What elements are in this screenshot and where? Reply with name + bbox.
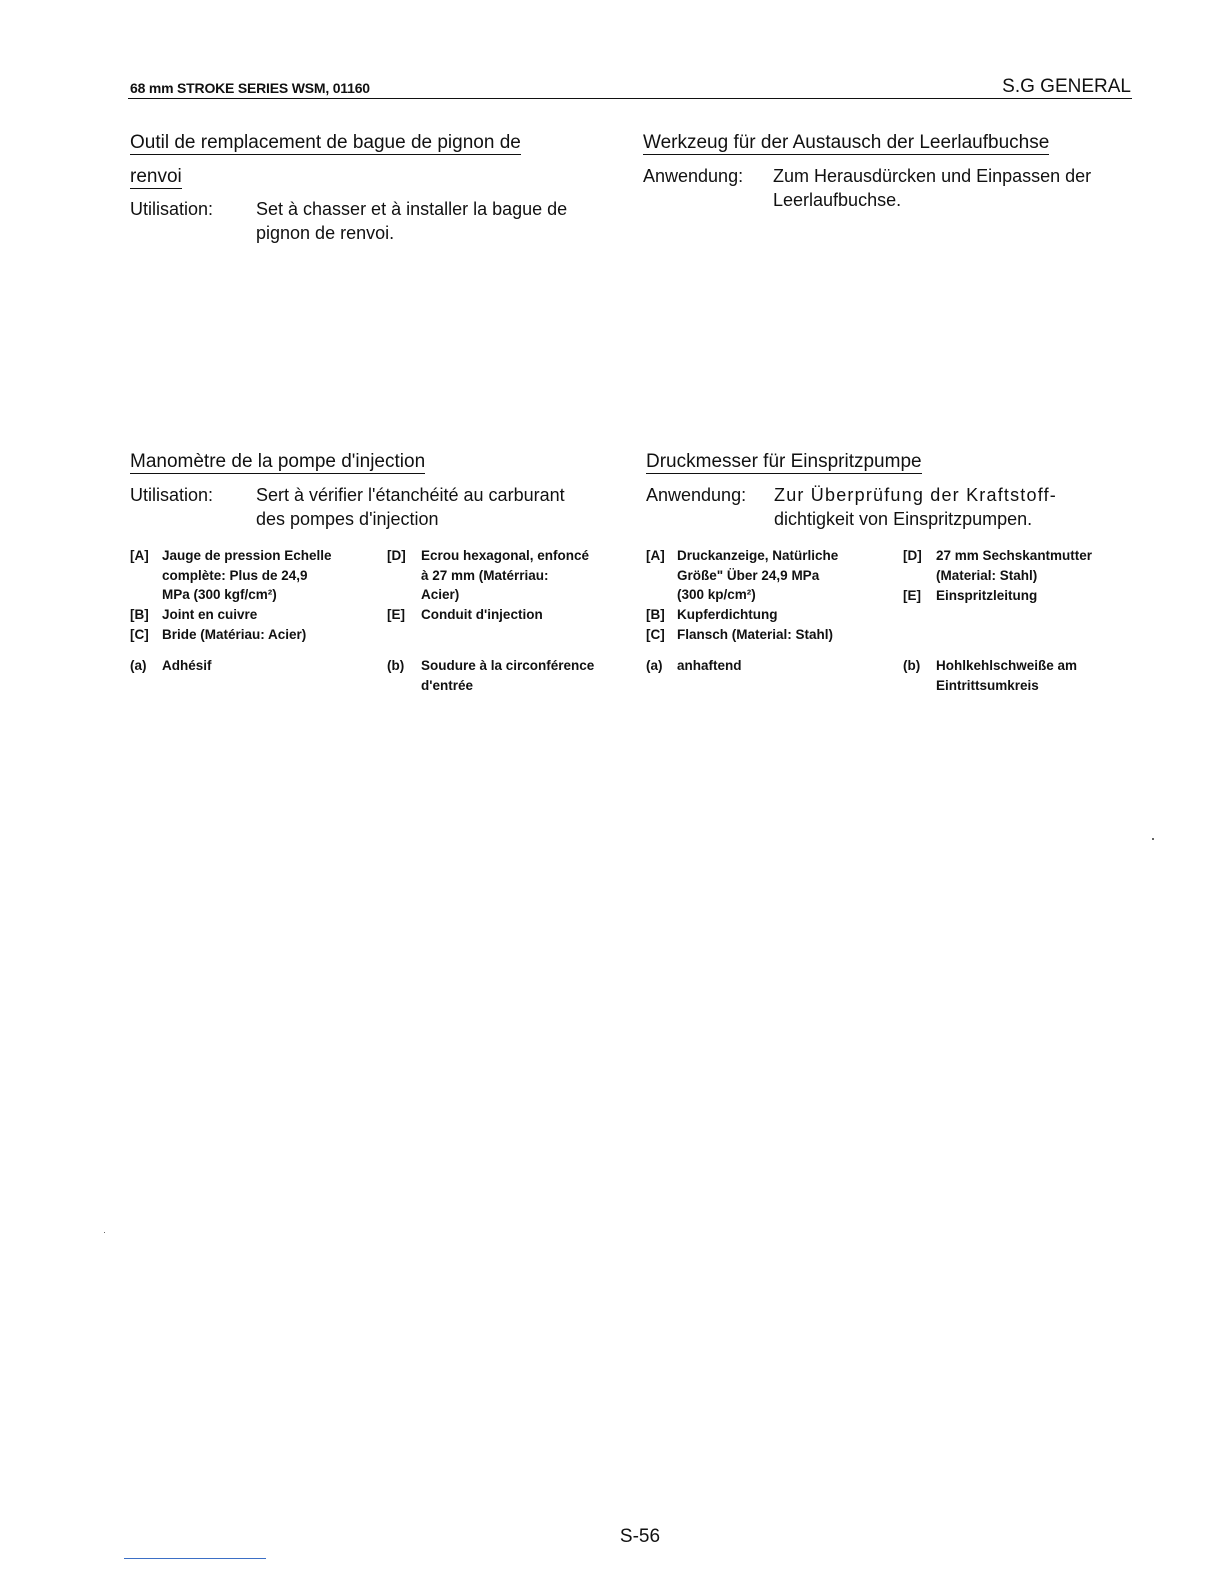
legend-text: complète: Plus de 24,9 bbox=[162, 567, 308, 583]
legend-text: Joint en cuivre bbox=[162, 607, 258, 622]
legend-key: [C] bbox=[646, 627, 665, 642]
legend-text: à 27 mm (Matérriau: bbox=[421, 567, 549, 583]
legend-key: (b) bbox=[903, 658, 921, 673]
legend-text: (Material: Stahl) bbox=[936, 567, 1038, 583]
section2-fr-title: Manomètre de la pompe d'injection bbox=[130, 451, 426, 472]
legend-key: [C] bbox=[130, 627, 149, 642]
usage-text-line1: Sert à vérifier l'étanchéité au carburant bbox=[256, 485, 565, 505]
section2-fr-usage bbox=[130, 483, 630, 533]
legend-text: d'entrée bbox=[421, 677, 473, 693]
footer-divider bbox=[124, 1558, 266, 1559]
legend-item-de-E bbox=[903, 586, 1133, 606]
legend-key: [B] bbox=[646, 607, 665, 622]
legend-key: [D] bbox=[903, 548, 922, 563]
legend-text: Acier) bbox=[421, 587, 460, 602]
header-divider bbox=[128, 98, 1132, 99]
legend-text: Druckanzeige, Natürliche bbox=[677, 548, 839, 563]
usage-text-line1: Zur Überprüfung der Kraftstoff- bbox=[774, 485, 1057, 505]
legend-key: (a) bbox=[646, 658, 663, 673]
usage-label: Anwendung: bbox=[643, 166, 744, 186]
legend-key: [A] bbox=[130, 548, 149, 563]
legend-text: MPa (300 kgf/cm²) bbox=[162, 587, 277, 602]
usage-label: Utilisation: bbox=[130, 485, 214, 505]
section1-fr-title-line1: Outil de remplacement de bague de pignon de bbox=[130, 132, 521, 153]
legend-item-de-A bbox=[646, 546, 886, 606]
legend-item-fr-D bbox=[387, 546, 627, 606]
legend-key: [B] bbox=[130, 607, 149, 622]
legend-text: Conduit d'injection bbox=[421, 607, 543, 622]
legend-item-fr-E bbox=[387, 605, 627, 625]
legend-key: [D] bbox=[387, 548, 406, 563]
scan-speck bbox=[104, 1232, 105, 1233]
legend-item-fr-C bbox=[130, 625, 370, 645]
legend-text: Bride (Matériau: Acier) bbox=[162, 627, 307, 642]
legend-text: Jauge de pression Echelle bbox=[162, 548, 332, 563]
legend-key: (b) bbox=[387, 658, 405, 673]
section1-fr-title-line2: renvoi bbox=[130, 166, 182, 187]
legend-item-de-a bbox=[646, 656, 886, 676]
section2-de-usage bbox=[646, 483, 1146, 533]
usage-label: Anwendung: bbox=[646, 485, 747, 505]
legend-item-fr-A bbox=[130, 546, 370, 606]
legend-text: Ecrou hexagonal, enfoncé bbox=[421, 548, 590, 563]
legend-text: Kupferdichtung bbox=[677, 607, 778, 622]
legend-text: Flansch (Material: Stahl) bbox=[677, 627, 834, 642]
legend-key: [E] bbox=[387, 607, 405, 622]
legend-item-fr-a bbox=[130, 656, 370, 676]
header-series-label: 68 mm STROKE SERIES WSM, 01160 bbox=[130, 80, 370, 96]
usage-text-line2: dichtigkeit von Einspritzpumpen. bbox=[774, 509, 1033, 529]
usage-text-line2: Leerlaufbuchse. bbox=[773, 190, 902, 210]
legend-text: 27 mm Sechskantmutter bbox=[936, 548, 1093, 563]
usage-text-line1: Zum Herausdürcken und Einpassen der bbox=[773, 166, 1092, 186]
legend-key: [A] bbox=[646, 548, 665, 563]
legend-text: Einspritzleitung bbox=[936, 588, 1038, 603]
section1-de-title: Werkzeug für der Austausch der Leerlaufbuchse bbox=[643, 132, 1050, 153]
legend-key: (a) bbox=[130, 658, 147, 673]
legend-item-de-B bbox=[646, 605, 886, 625]
usage-label: Utilisation: bbox=[130, 199, 214, 219]
legend-key: [E] bbox=[903, 588, 921, 603]
usage-text-line2: des pompes d'injection bbox=[256, 509, 439, 529]
section1-fr-usage bbox=[130, 197, 620, 247]
legend-item-de-C bbox=[646, 625, 886, 645]
usage-text-line1: Set à chasser et à installer la bague de bbox=[256, 199, 568, 219]
scan-speck bbox=[1152, 838, 1154, 840]
legend-text: (300 kp/cm²) bbox=[677, 587, 756, 602]
legend-item-de-b bbox=[903, 656, 1133, 696]
legend-text: Eintrittsumkreis bbox=[936, 677, 1039, 693]
legend-text: Hohlkehlschweiße am bbox=[936, 658, 1078, 673]
legend-item-de-D bbox=[903, 546, 1133, 586]
legend-text: Soudure à la circonférence bbox=[421, 658, 595, 673]
legend-text: anhaftend bbox=[677, 658, 742, 673]
section2-de-title: Druckmesser für Einspritzpumpe bbox=[646, 451, 922, 472]
header-section-label: S.G GENERAL bbox=[1002, 76, 1131, 97]
legend-item-fr-B bbox=[130, 605, 370, 625]
legend-text: Größe" Über 24,9 MPa bbox=[677, 567, 820, 583]
page-number: S-56 bbox=[619, 1526, 661, 1547]
usage-text-line2: pignon de renvoi. bbox=[256, 223, 395, 243]
section1-de-usage bbox=[643, 164, 1143, 214]
legend-item-fr-b bbox=[387, 656, 627, 696]
legend-text: Adhésif bbox=[162, 658, 212, 673]
